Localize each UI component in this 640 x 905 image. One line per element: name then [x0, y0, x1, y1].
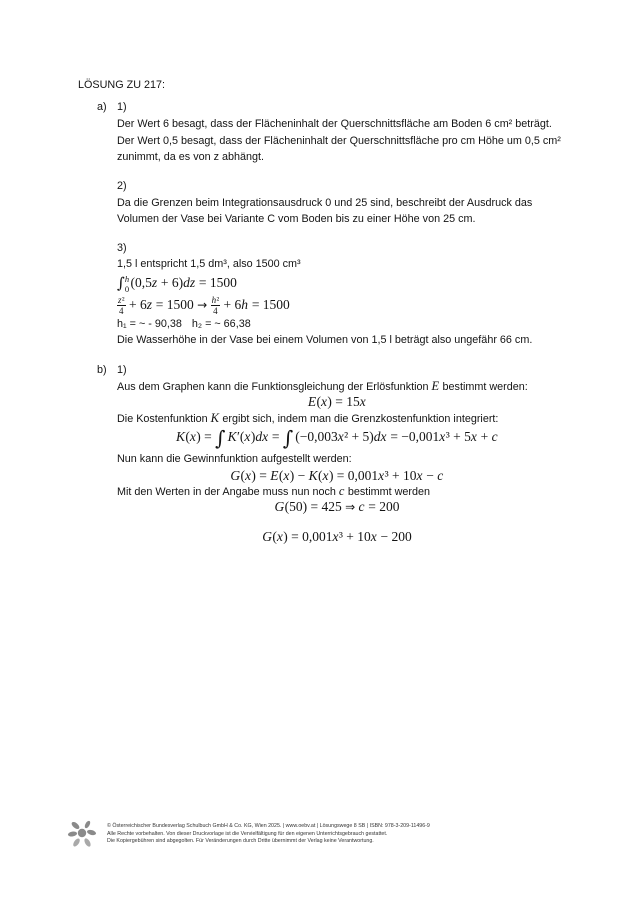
task-label: 1): [117, 364, 127, 376]
math-variable: x: [322, 468, 329, 483]
cost-equation-step-1: K′(x)dx =: [227, 429, 280, 444]
math-variable: x: [359, 394, 366, 409]
fraction-denominator: 4: [213, 306, 218, 317]
text-line: Da die Grenzen beim Integrationsausdruck 0 und 25 sind, beschreibt der Ausdruck das: [117, 197, 533, 209]
arrow-right-icon: →: [197, 298, 208, 312]
copyright-line: © Österreichischer Bundesverlag Schulbuch GmbH & Co. KG, Wien 2025. | www.oebv.at | Lösungswege 8 SB | ISBN: 978-3-209-11496-9: [107, 823, 430, 829]
math-variable: x: [470, 429, 477, 444]
math-variable: x: [321, 394, 327, 409]
part-a-label: a): [97, 101, 107, 113]
math-variable: z: [146, 297, 152, 312]
oebv-logo-icon: [66, 817, 98, 849]
constant-equation-rhs: c = 200: [358, 499, 400, 514]
fraction: [211, 295, 221, 316]
text-line: zunimmt, da es von z abhängt.: [117, 151, 265, 163]
math-variable: dx: [373, 429, 387, 444]
math-variable: c: [358, 499, 365, 514]
disclaimer-line: Die Kopiergebühren sind abgegolten. Für Veränderungen durch Dritte übernimmt der Verlag keine Verantwortung.: [107, 838, 374, 844]
cost-intro-text: [117, 410, 498, 426]
integral-limits: [125, 275, 130, 293]
text-line: Der Wert 0,5 besagt, dass der Flächeninhalt der Querschnittsfläche pro cm Höhe um 0,5 cm²: [117, 135, 561, 147]
rights-line: Alle Rechte vorbehalten. Von dieser Druckvorlage ist die Vervielfältigung für den eigenen Unterrichtsgebrauch gestattet.: [107, 830, 388, 837]
math-variable: K: [175, 429, 185, 444]
math-variable: x: [439, 429, 446, 444]
profit-intro-text: Nun kann die Gewinnfunktion aufgestellt werden:: [117, 453, 352, 465]
equation-rest: + 6h = 1500: [223, 297, 290, 312]
task-label: 2): [117, 180, 127, 192]
math-variable: dx: [255, 429, 269, 444]
math-variable: c: [491, 429, 498, 444]
solution-h2: h₂ = ~ 66,38: [191, 318, 251, 330]
solution-h1: h₁ = ~ - 90,38: [117, 318, 182, 330]
text-line: Der Wert 6 besagt, dass der Flächeninhalt der Querschnittsfläche am Boden 6 cm² beträgt.: [117, 118, 552, 130]
profit-equation-text: G(x) = E(x) − K(x) = 0,001x³ + 10x − c: [230, 468, 444, 483]
constant-equation-lhs: G(50) = 425: [274, 499, 342, 514]
constant-symbol: [339, 484, 345, 498]
result-equation: [117, 527, 557, 547]
integral-sign: ∫: [117, 274, 125, 293]
math-variable: c: [338, 484, 345, 498]
fraction-numerator: z²: [118, 295, 125, 306]
math-variable: G: [262, 529, 272, 544]
math-variable: h: [211, 295, 217, 306]
integral-sign: ∫: [282, 425, 294, 450]
fraction: [117, 295, 126, 316]
integral-equation: [117, 273, 237, 293]
math-variable: x: [332, 529, 339, 544]
math-variable: K: [308, 468, 318, 483]
revenue-equation: [117, 392, 557, 412]
lower-limit: 0: [124, 283, 130, 294]
quadratic-solutions: [117, 316, 251, 332]
oebv-logo-graphic: [66, 817, 98, 849]
math-variable: x: [416, 468, 423, 483]
text-segment: bestimmt werden: [347, 486, 431, 498]
math-variable: E: [431, 379, 440, 393]
volume-conversion-text: 1,5 l entspricht 1,5 dm³, also 1500 cm³: [117, 258, 301, 270]
task-label: 1): [117, 101, 127, 113]
math-variable: x: [244, 429, 251, 444]
task-label: 3): [117, 242, 127, 254]
text-segment: Die Kostenfunktion: [117, 413, 208, 425]
revenue-function-symbol: [432, 379, 440, 393]
fraction-denominator: 4: [119, 306, 124, 317]
math-variable: G: [274, 499, 285, 514]
conclusion-text: Die Wasserhöhe in der Vase bei einem Volumen von 1,5 l beträgt also ungefähr 66 cm.: [117, 334, 533, 346]
math-variable: x: [276, 529, 283, 544]
revenue-equation-text: E(x) = 15x: [307, 394, 366, 409]
part-b-label: b): [97, 364, 107, 376]
math-variable: x: [370, 529, 377, 544]
math-variable: h: [241, 297, 249, 312]
constant-equation: [117, 497, 557, 517]
math-variable: K: [227, 429, 237, 444]
math-variable: dz: [183, 275, 196, 290]
math-variable: E: [270, 468, 279, 483]
integral-sign: ∫: [215, 425, 226, 450]
text-segment: ergibt sich, indem man die Grenzkostenfunktion integriert:: [222, 413, 499, 425]
upper-limit: [125, 275, 130, 283]
math-variable: x: [283, 468, 290, 483]
cost-equation-step-2: (−0,003x² + 5)dx = −0,001x³ + 5x + c: [295, 429, 498, 444]
math-variable: K: [210, 411, 219, 425]
cost-equation-lhs: K(x) =: [175, 429, 212, 444]
antiderivative-equation: [117, 293, 290, 317]
text-line: Volumen der Vase bei Variante C vom Boden bis zu einer Höhe von 25 cm.: [117, 213, 476, 225]
math-variable: z: [118, 295, 122, 306]
math-variable: x: [378, 468, 385, 483]
solution-heading: LÖSUNG ZU 217:: [78, 79, 166, 91]
math-variable: x: [245, 468, 251, 483]
cost-function-equation: [117, 425, 557, 449]
math-variable: x: [189, 429, 196, 444]
text-segment: Aus dem Graphen kann die Funktionsgleichung der Erlösfunktion: [117, 381, 429, 393]
math-variable: E: [307, 394, 317, 409]
integrand: (0,5z + 6)dz = 1500: [130, 275, 237, 290]
cost-function-symbol: [211, 411, 220, 425]
math-variable: c: [437, 468, 444, 483]
implies-icon: ⇒: [345, 500, 356, 514]
math-variable: x: [337, 429, 344, 444]
text-segment: Mit den Werten in der Angabe muss nun noch: [117, 486, 336, 498]
text-segment: bestimmt werden:: [442, 381, 528, 393]
fraction-numerator: h²: [211, 295, 220, 306]
math-variable: G: [230, 468, 241, 483]
math-variable: h: [124, 273, 130, 284]
result-equation-text: G(x) = 0,001x³ + 10x − 200: [262, 529, 412, 544]
math-variable: z: [151, 275, 158, 290]
equation-rest: + 6z = 1500: [128, 297, 194, 312]
